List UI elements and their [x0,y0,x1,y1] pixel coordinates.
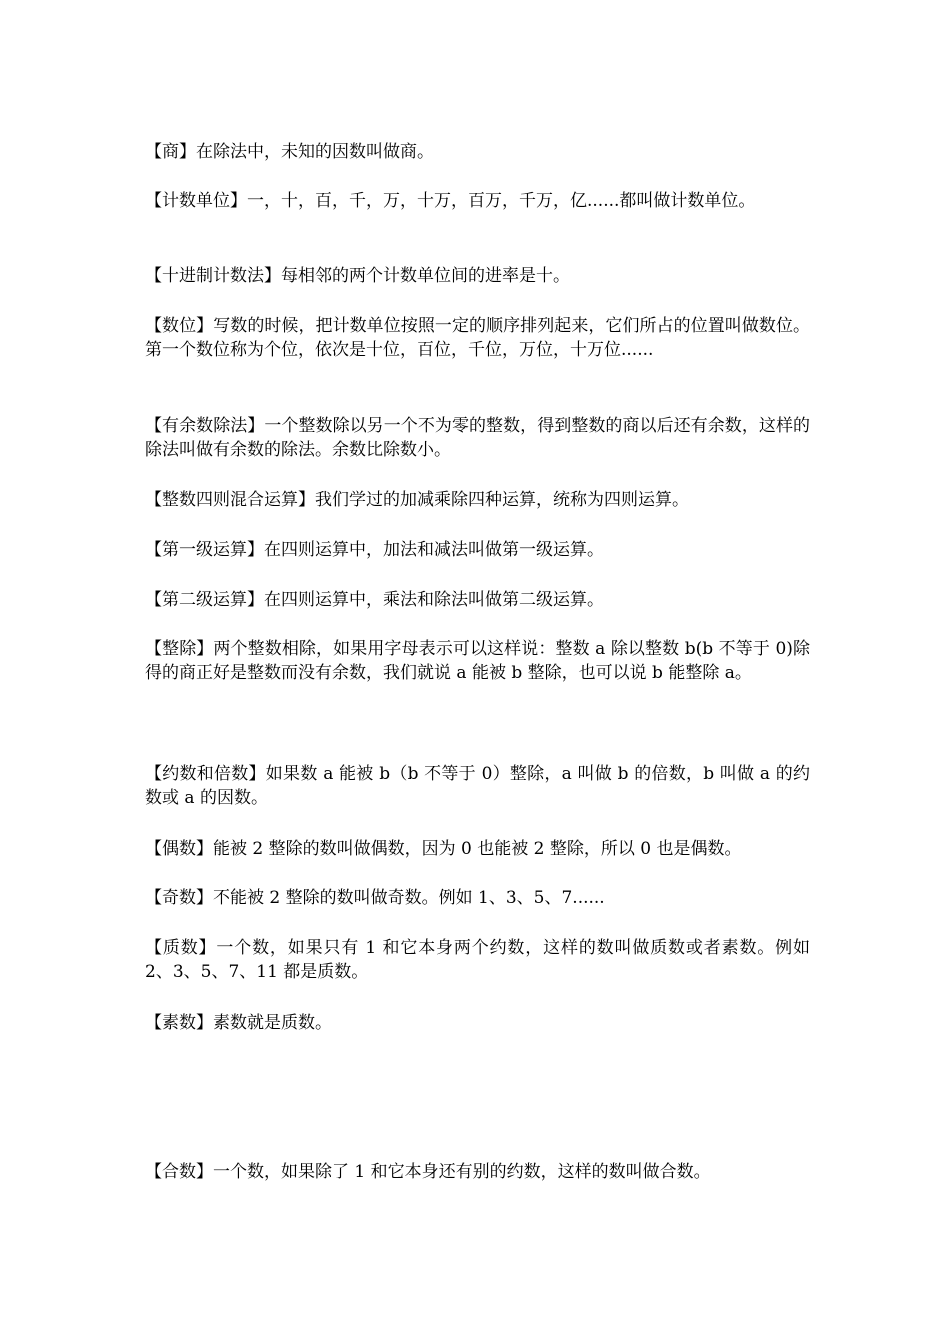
entry-shijinzhi: 【十进制计数法】每相邻的两个计数单位间的进率是十。 [145,266,570,286]
entry-heshu: 【合数】一个数，如果除了 1 和它本身还有别的约数，这样的数叫做合数。 [145,1162,711,1182]
entry-jishu: 【奇数】不能被 2 整除的数叫做奇数。例如 1、3、5、7...... [145,888,605,908]
entry-shuwei: 【数位】写数的时候，把计数单位按照一定的顺序排列起来，它们所占的位置叫做数位。第一个数位称为个位，依次是十位，百位，千位，万位，十万位...... [145,316,810,360]
entry-yueshu-beishu: 【约数和倍数】如果数 a 能被 b（b 不等于 0）整除，a 叫做 b 的倍数，b 叫做 a 的约数或 a 的因数。 [145,764,810,808]
entry-zhishu: 【质数】一个数，如果只有 1 和它本身两个约数，这样的数叫做质数或者素数。例如 2、3、5、7、11 都是质数。 [145,938,810,982]
entry-diyiji: 【第一级运算】在四则运算中，加法和减法叫做第一级运算。 [145,540,604,560]
entry-youyushu-chufa: 【有余数除法】一个整数除以另一个不为零的整数，得到整数的商以后还有余数，这样的除法叫做有余数的除法。余数比除数小。 [145,416,810,460]
entry-sizeyunsuan: 【整数四则混合运算】我们学过的加减乘除四种运算，统称为四则运算。 [145,490,689,510]
entry-zhengchu: 【整除】两个整数相除，如果用字母表示可以这样说：整数 a 除以整数 b(b 不等于 0)除得的商正好是整数而没有余数，我们就说 a 能被 b 整除，也可以说 b 能整除 a。 [145,639,810,683]
entry-sushu: 【素数】素数就是质数。 [145,1013,332,1033]
entry-dierji: 【第二级运算】在四则运算中，乘法和除法叫做第二级运算。 [145,590,604,610]
entry-oushu: 【偶数】能被 2 整除的数叫做偶数，因为 0 也能被 2 整除，所以 0 也是偶数。 [145,839,742,859]
entry-shang: 【商】在除法中，未知的因数叫做商。 [145,142,434,162]
entry-jishu-danwei: 【计数单位】一，十，百，千，万，十万，百万，千万，亿......都叫做计数单位。 [145,191,756,211]
